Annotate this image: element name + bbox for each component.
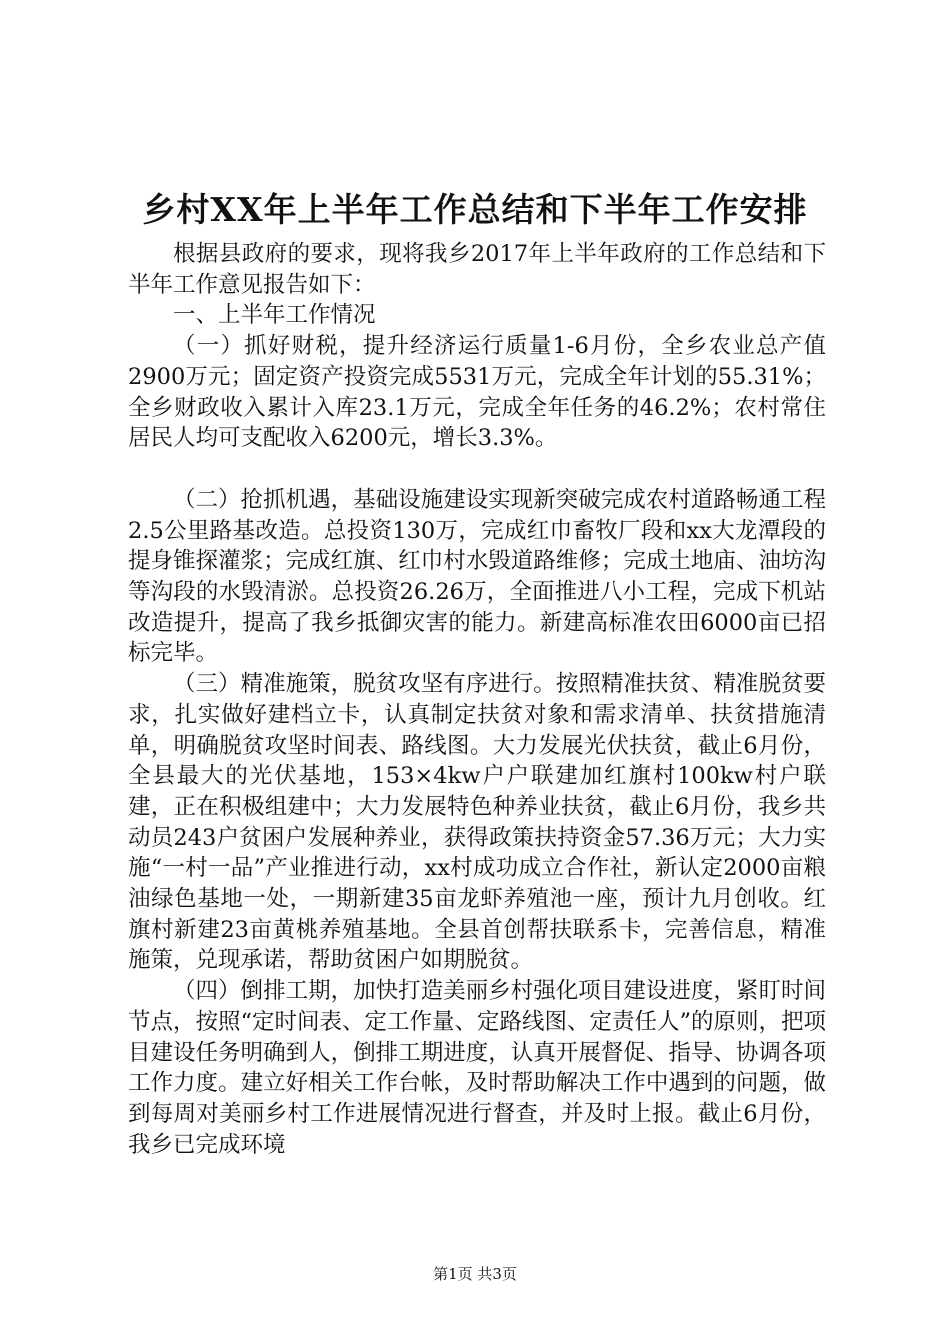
paragraph-finance: （一）抓好财税，提升经济运行质量1-6月份，全乡农业总产值2900万元；固定资产投资完成5531万元，完成全年计划的55.31%；全乡财政收入累计入库23.1万元，完成全年任务的46.2%；农村常住居民人均可支配收入6200元，增长3.3%。 (128, 333, 826, 452)
paragraph-intro: 根据县政府的要求，现将我乡2017年上半年政府的工作总结和下半年工作意见报告如下： (128, 241, 826, 298)
document-title: 乡村XX年上半年工作总结和下半年工作安排 (142, 190, 808, 229)
page-footer: 第1页 共3页 (433, 1265, 517, 1283)
document-body (128, 239, 826, 1160)
paragraph-poverty: （三）精准施策，脱贫攻坚有序进行。按照精准扶贫、精准脱贫要求，扎实做好建档立卡，认真制定扶贫对象和需求清单、扶贫措施清单，明确脱贫攻坚时间表、路线图。大力发展光伏扶贫，截止6月份，全县最大的光伏基地，153×4kw户户联建加红旗村100kw村户联建，正在积极组建中；大力发展特色种养业扶贫，截止6月份，我乡共动员243户贫困户发展种养业，获得政策扶持资金57.36万元；大力实施“一村一品”产业推进行动，xx村成功成立合作社，新认定2000亩粮油绿色基地一处，一期新建35亩龙虾养殖池一座，预计九月创收。红旗村新建23亩黄桃养殖基地。全县首创帮扶联系卡，完善信息，精准施策，兑现承诺，帮助贫困户如期脱贫。 (128, 671, 826, 974)
paragraph-infrastructure: （二）抢抓机遇，基础设施建设实现新突破完成农村道路畅通工程2.5公里路基改造。总投资130万，完成红巾畜牧厂段和xx大龙潭段的提身锥探灌浆；完成红旗、红巾村水毁道路维修；完成土地庙、油坊沟等沟段的水毁清淤。总投资26.26万，全面推进八小工程，完成下机站改造提升，提高了我乡抵御灾害的能力。新建高标准农田6000亩已招标完毕。 (128, 486, 826, 667)
section-heading: 一、上半年工作情况 (173, 302, 376, 329)
paragraph-village: （四）倒排工期，加快打造美丽乡村强化项目建设进度，紧盯时间节点，按照“定时间表、定工作量、定路线图、定责任人”的原则，把项目建设任务明确到人，倒排工期进度，认真开展督促、指导、协调各项工作力度。建立好相关工作台帐，及时帮助解决工作中遇到的问题，做到每周对美丽乡村工作进展情况进行督查，并及时上报。截止6月份，我乡已完成环境 (128, 978, 827, 1158)
